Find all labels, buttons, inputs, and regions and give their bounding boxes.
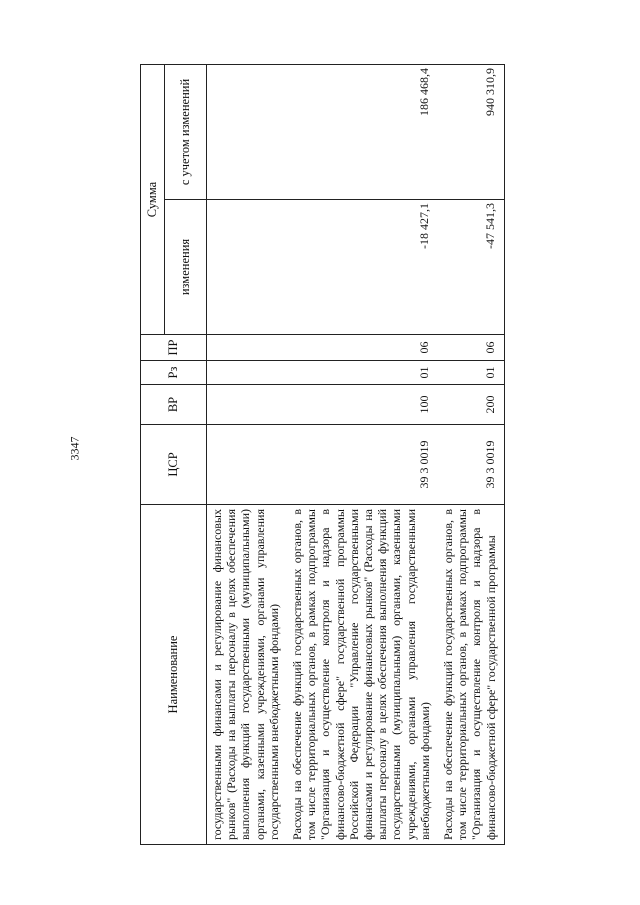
- header-pr: ПР: [141, 335, 207, 361]
- row-name: государственными финансами и регулирование финансовых рынков" (Расходы на выплаты персоналу в целях обеспечения выполнения функций государственными (муниципальными) органами, казенными учреждениями, органами управления государственными внебюджетными фондами): [207, 505, 288, 845]
- row-vr: [207, 385, 288, 425]
- table-row: [438, 65, 504, 845]
- header-sum: Сумма: [141, 65, 165, 335]
- row-name: Расходы на обеспечение функций государственных органов, в том числе территориальных органов, в рамках подпрограммы "Организация и осуществление контроля и надзора в финансово-бюджетной сфере" государственной программы Российской Федерации "Управление государственными финансами и регулирование финансовых рынков" (Расходы на выплаты персоналу в целях обеспечения выполнения функций государственными (муниципальными) органами, казенными учреждениями, органами управления государственными внебюджетными фондами): [287, 505, 438, 845]
- header-rz: Рз: [141, 361, 207, 385]
- row-rz: 01: [438, 361, 504, 385]
- row-change: [207, 200, 288, 335]
- row-vr: 100: [287, 385, 438, 425]
- row-change: -47 541,3: [438, 200, 504, 335]
- row-pr: [207, 335, 288, 361]
- row-pr: 06: [438, 335, 504, 361]
- row-csr: [207, 425, 288, 505]
- budget-table: [140, 64, 505, 845]
- row-rz: [207, 361, 288, 385]
- page-number: 3347: [67, 436, 82, 461]
- rotated-page-content: [140, 65, 620, 845]
- header-with-changes: с учетом изменений: [165, 65, 207, 200]
- row-total: 940 310,9: [438, 65, 504, 200]
- header-name: Наименование: [141, 505, 207, 845]
- row-change: -18 427,1: [287, 200, 438, 335]
- table-row: [287, 65, 438, 845]
- row-csr: 39 3 0019: [287, 425, 438, 505]
- row-pr: 06: [287, 335, 438, 361]
- row-total: 186 468,4: [287, 65, 438, 200]
- row-csr: 39 3 0019: [438, 425, 504, 505]
- row-vr: 200: [438, 385, 504, 425]
- row-total: [207, 65, 288, 200]
- row-rz: 01: [287, 361, 438, 385]
- header-vr: ВР: [141, 385, 207, 425]
- header-change: изменения: [165, 200, 207, 335]
- table-row: [207, 65, 288, 845]
- header-csr: ЦСР: [141, 425, 207, 505]
- row-name: Расходы на обеспечение функций государственных органов, в том числе территориальных органов, в рамках подпрограммы "Организация и осуществление контроля и надзора в финансово-бюджетной сфере" государственной программы: [438, 505, 504, 845]
